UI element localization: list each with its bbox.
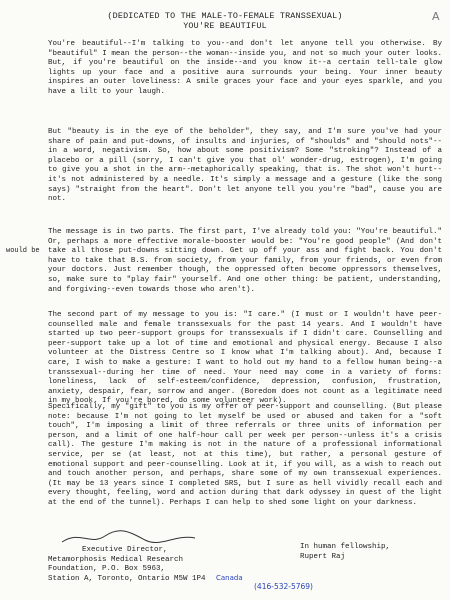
- handwritten-signature: [60, 528, 200, 548]
- paragraph-4: The second part of my message to you is: "I care." (I must or I wouldn't have peer-counselled male and female transsexuals for the past 14 years. And I wouldn't have started up two peer-support groups for transsexuals if I didn't care. Counselling and peer-support take up a lot of time and emotional and physical energy. Because I also volunteer at the Distress Centre so I know what I'm talking about). And, because I care, I wish to make a gesture: I want to hold out my hand to a fellow human being--a transsexual--during her time of need. Your need may come in a variety of forms: loneliness, lack of self-esteem/confidence, depression, confusion, frustration, anxiety, despair, fear, sorrow and anger. (Boredom does not count as a legitimate need in my book. If you're bored, do some volunteer work).: [48, 311, 442, 406]
- paragraph-2: But "beauty is in the eye of the beholder", they say, and I'm sure you've had your share of pain and put-downs, of insults and injuries, of "shoulds" and "should nots"--in a word, negativism. So, how about some positivism? Some "stroking"? Instead of a placebo or a pill (sorry, I can't give you that ol' wonder-drug, estrogen), I'm going to give you a shot in the arm--metaphorically speaking, that is. The shot won't hurt--it's not administered by a needle. It's simply a message and a gesture (like the song says) "straight from the heart". Don't let anyone tell you you're "bad", cause you are not.: [48, 128, 442, 204]
- closing-text: In human fellowship,: [300, 543, 391, 551]
- paragraph-3: The message is in two parts. The first part, I've already told you: "You're beautiful." Or, perhaps a more effective morale-booster would be: "You're good people" (And don't take all those put-downs sitting down. Get up off your ass and fight back. You don't have to take that B.S. from society, from your family, from your friends, or even from your doctors. Just remember though, the oppressed often become oppressors themselves, so, make sure to "play fair" yourself. And one other thing: be patient, understanding, and forgiving--even towards those who aren't).: [48, 228, 442, 294]
- corner-mark: A: [432, 10, 440, 23]
- signature-closing-block: [300, 542, 390, 562]
- sender-org-line3: Station A, Toronto, Ontario M5W 1P4: [48, 574, 206, 583]
- paragraph-5: Specifically, my "gift" to you is my offer of peer-support and counselling. (But please note: because I'm not going to let myself be used or abused and taken for a "soft touch", I'm imposing a limit of three referrals or three units of information per person, and a limit of one half-hour call per week per person--unless it's a crisis call). The gesture I'm making is not in the nature of a professional informational service, per se (at least, not at this time), but rather, a personal gesture of emotional support and peer-counselling. Look at it, if you will, as a wish to reach out and touch another person, and perhaps, share some of my own transsexual experiences. (It may be 13 years since I completed SRS, but I sure as hell vividly recall each and every thought, feeling, word and action during that dark odyssey in quest of the light at the end of the tunnel). Perhaps I can help to shed some light on your darkness.: [48, 403, 442, 507]
- dedication-line: (DEDICATED TO THE MALE-TO-FEMALE TRANSSEXUAL): [107, 11, 343, 21]
- handwritten-phone: (416-532-5769): [254, 582, 313, 591]
- sender-address: [48, 546, 206, 584]
- sender-org-line2: Foundation, P.O. Box 5963,: [48, 565, 166, 573]
- paragraph-1: You're beautiful--I'm talking to you--and don't let anyone tell you otherwise. By "beautiful" I mean the person--the woman--inside you, and not so much your outer looks. But, if you're beautiful on the inside--and you know it--a certain tell-tale glow lights up your face and a positive aura surrounds your being. Your inner beauty inspires an outer loveliness: A smile graces your face and your eyes sparkle, and you have a lilt to your laugh.: [48, 40, 442, 96]
- sender-title: Executive Director,: [82, 546, 168, 554]
- sender-org-line1: Metamorphosis Medical Research: [48, 555, 184, 564]
- margin-note: would be: [6, 247, 40, 255]
- handwritten-country: Canada: [216, 574, 243, 582]
- signer-name: Rupert Raj: [300, 553, 346, 561]
- document-title: YOU'RE BEAUTIFUL: [183, 21, 267, 31]
